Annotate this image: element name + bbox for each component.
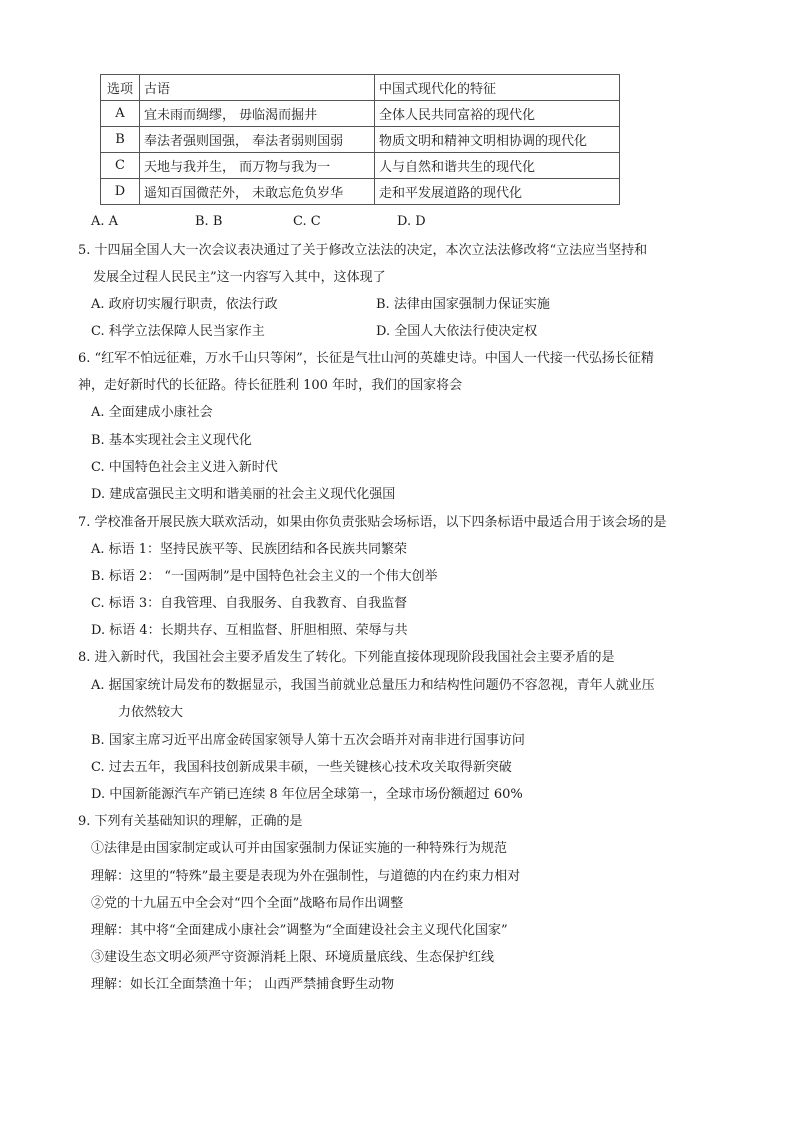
table-cell: 走和平发展道路的现代化 xyxy=(375,179,620,205)
q6-option-d: D. 建成富强民主文明和谐美丽的社会主义现代化强国 xyxy=(91,487,396,502)
table-cell: B xyxy=(101,127,140,153)
q5-stem-line2: 发展全过程人民民主”这一内容写入其中，这体现了 xyxy=(93,270,386,285)
options-table xyxy=(100,74,620,205)
table-cell: 奉法者强则国强， 奉法者弱则国弱 xyxy=(140,127,375,153)
q7-option-a: A. 标语 1：坚持民族平等、民族团结和各民族共同繁荣 xyxy=(91,542,408,557)
table-row xyxy=(101,127,620,153)
q7-stem: 7. 学校准备开展民族大联欢活动，如果由你负责张贴会场标语，以下四条标语中最适合用于该会场的是 xyxy=(78,515,667,530)
table-header-row xyxy=(101,75,620,101)
answer-choice-c: C. C xyxy=(293,214,321,229)
q7-option-d: D. 标语 4：长期共存、互相监督、肝胆相照、荣辱与共 xyxy=(91,623,408,638)
q9-item-1: ①法律是由国家制定或认可并由国家强制力保证实施的一种特殊行为规范 xyxy=(91,841,508,856)
header-feature: 中国式现代化的特征 xyxy=(375,75,620,101)
q9-item-2-note: 理解：其中将“全面建成小康社会”调整为“全面建设社会主义现代化国家” xyxy=(91,923,508,938)
table-row xyxy=(101,153,620,179)
q7-option-c: C. 标语 3：自我管理、自我服务、自我教育、自我监督 xyxy=(91,596,408,611)
table-cell: C xyxy=(101,153,140,179)
q5-option-c: C. 科学立法保障人民当家作主 xyxy=(91,324,265,339)
q5-stem-line1: 5. 十四届全国人大一次会议表决通过了关于修改立法法的决定，本次立法法修改将“立法应当坚持和 xyxy=(78,243,648,258)
table-cell: 天地与我并生， 而万物与我为一 xyxy=(140,153,375,179)
table-cell: 宜未雨而绸缪， 毋临渴而掘井 xyxy=(140,101,375,127)
q6-option-b: B. 基本实现社会主义现代化 xyxy=(91,433,252,448)
q8-option-a-line1: A. 据国家统计局发布的数据显示，我国当前就业总量压力和结构性问题仍不容忽视，青年人就业压 xyxy=(91,678,655,693)
q6-stem-line2: 神，走好新时代的长征路。待长征胜利 100 年时，我们的国家将会 xyxy=(78,378,463,393)
q6-option-c: C. 中国特色社会主义进入新时代 xyxy=(91,460,278,475)
q9-item-2: ②党的十九届五中全会对“四个全面”战略布局作出调整 xyxy=(91,896,404,911)
q8-option-c: C. 过去五年，我国科技创新成果丰硕，一些关键核心技术攻关取得新突破 xyxy=(91,760,512,775)
table-cell: D xyxy=(101,179,140,205)
table-row xyxy=(101,101,620,127)
q6-option-a: A. 全面建成小康社会 xyxy=(91,405,213,420)
table-row xyxy=(101,179,620,205)
table-cell: A xyxy=(101,101,140,127)
q9-item-1-note: 理解：这里的“特殊”最主要是表现为外在强制性，与道德的内在约束力相对 xyxy=(91,869,521,884)
q9-item-3: ③建设生态文明必须严守资源消耗上限、环境质量底线、生态保护红线 xyxy=(91,950,495,965)
q8-option-d: D. 中国新能源汽车产销已连续 8 年位居全球第一，全球市场份额超过 60% xyxy=(91,787,523,802)
q8-option-b: B. 国家主席习近平出席金砖国家领导人第十五次会晤并对南非进行国事访问 xyxy=(91,733,525,748)
q7-option-b: B. 标语 2： “一国两制”是中国特色社会主义的一个伟大创举 xyxy=(91,569,438,584)
q8-stem: 8. 进入新时代，我国社会主要矛盾发生了转化。下列能直接体现现阶段我国社会主要矛盾的是 xyxy=(78,650,615,665)
q8-option-a-line2: 力依然较大 xyxy=(118,705,184,720)
q9-stem: 9. 下列有关基础知识的理解，正确的是 xyxy=(78,814,303,829)
answer-choice-d: D. D xyxy=(397,214,426,229)
table-cell: 物质文明和精神文明相协调的现代化 xyxy=(375,127,620,153)
q9-item-3-note: 理解：如长江全面禁渔十年； 山西严禁捕食野生动物 xyxy=(91,977,395,992)
q5-option-a: A. 政府切实履行职责，依法行政 xyxy=(91,297,278,312)
q4-answer-choices xyxy=(91,214,491,234)
q5-option-b: B. 法律由国家强制力保证实施 xyxy=(376,297,550,312)
header-ancient-saying: 古语 xyxy=(140,75,375,101)
q5-option-d: D. 全国人大依法行使决定权 xyxy=(376,324,538,339)
header-option: 选项 xyxy=(101,75,140,101)
answer-choice-b: B. B xyxy=(195,214,223,229)
q6-stem-line1: 6. “红军不怕远征难，万水千山只等闲”，长征是气壮山河的英雄史诗。中国人一代接一代弘扬长征精 xyxy=(78,351,654,366)
answer-choice-a: A. A xyxy=(91,214,119,229)
table-cell: 人与自然和谐共生的现代化 xyxy=(375,153,620,179)
table-cell: 全体人民共同富裕的现代化 xyxy=(375,101,620,127)
table-cell: 遥知百国微茫外， 未敢忘危负岁华 xyxy=(140,179,375,205)
